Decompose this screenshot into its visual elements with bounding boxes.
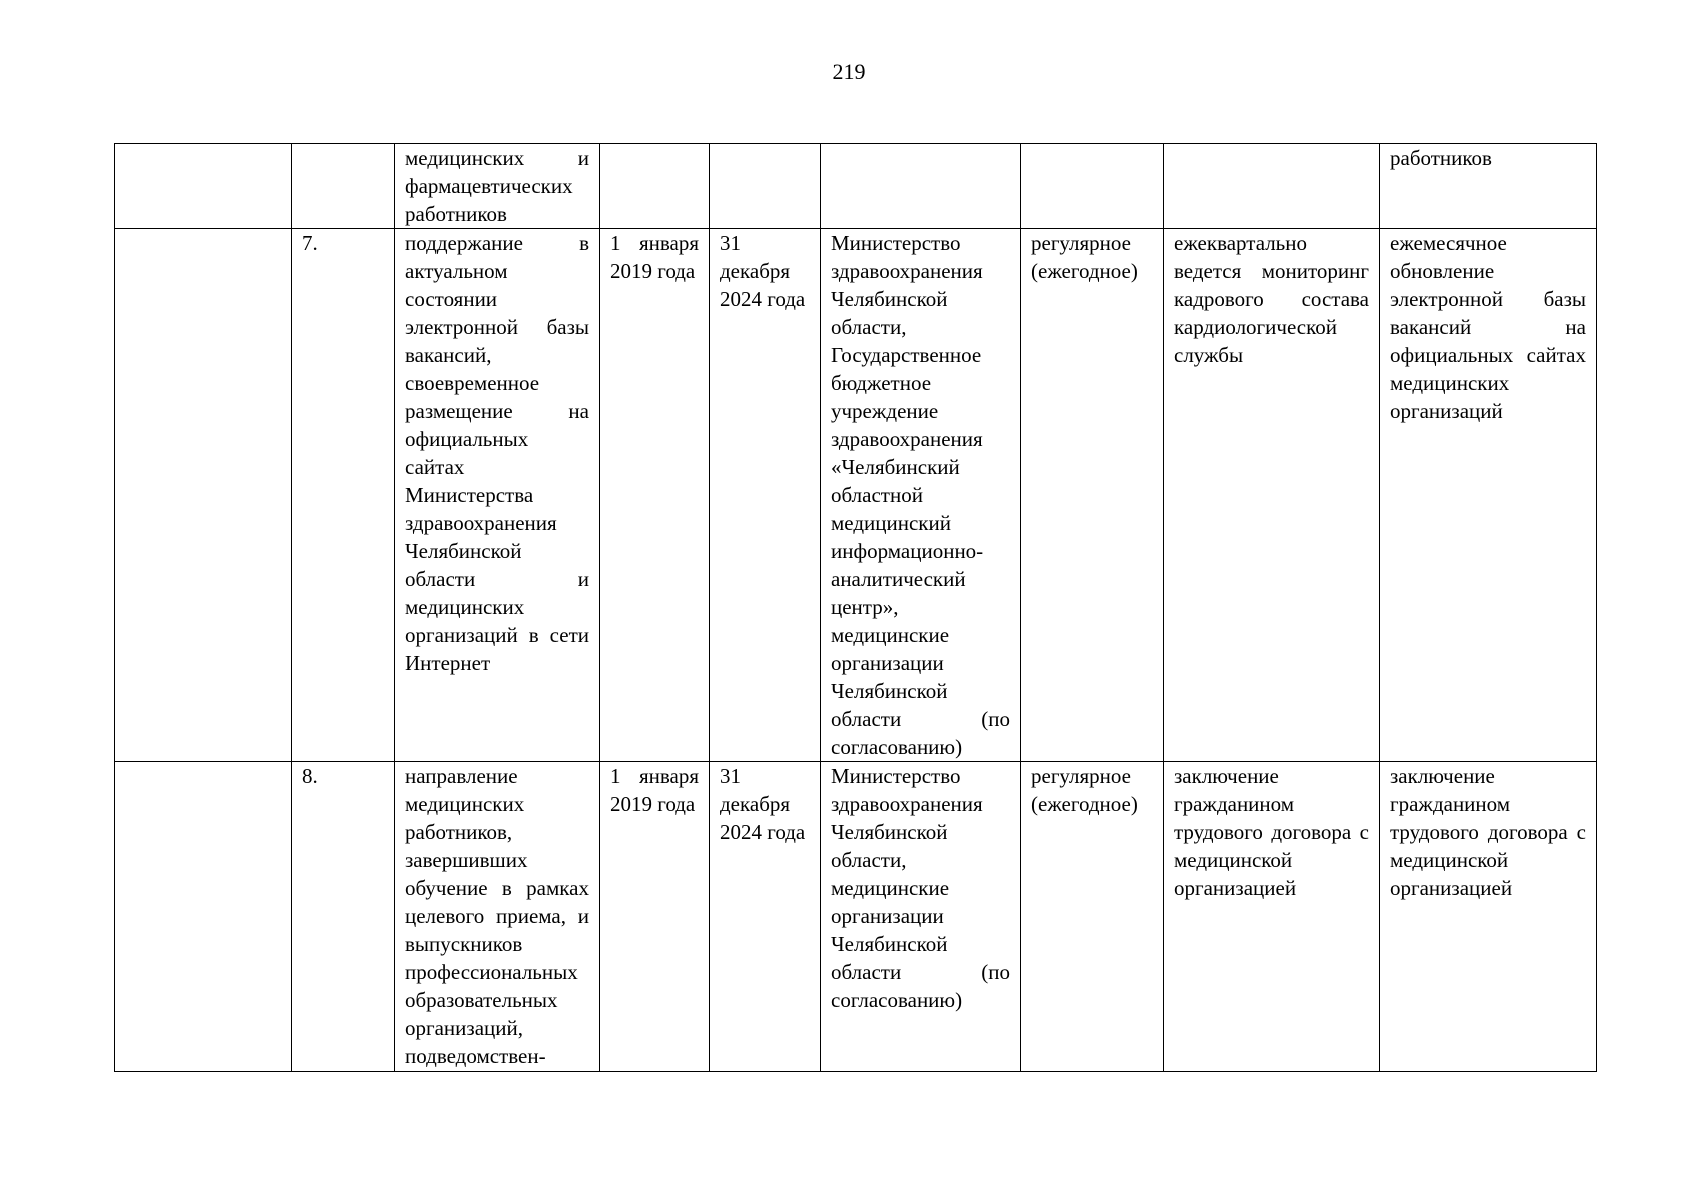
cell-start-date: 1 января 2019 года bbox=[600, 229, 710, 762]
cell-responsible: Министерство здравоохранения Челябинской области, Государственное бюджетное учреждение здравоохранения «Челябинский областной медицинский информационно-аналитический центр», медицинские организации Челябинской области (по согласованию) bbox=[821, 229, 1021, 762]
cell-control: ежеквартально ведется мониторинг кадрового состава кардиологической службы bbox=[1164, 229, 1380, 762]
cell-responsible: Министерство здравоохранения Челябинской области, медицинские организации Челябинской области (по согласованию) bbox=[821, 762, 1021, 1072]
cell-start-date: 1 января 2019 года bbox=[600, 762, 710, 1072]
cell-number: 7. bbox=[292, 229, 395, 762]
cell-periodicity bbox=[1021, 144, 1164, 229]
cell-end-date: 31 декабря 2024 года bbox=[710, 762, 821, 1072]
cell-activity: направление медицинских работников, завершивших обучение в рамках целевого приема, и выпускников профессиональных образовательных организаций, подведомствен- bbox=[395, 762, 600, 1072]
cell-periodicity: регулярное (ежегодное) bbox=[1021, 762, 1164, 1072]
table-row bbox=[115, 762, 1597, 1072]
page-number: 219 bbox=[832, 59, 866, 84]
cell-periodicity: регулярное (ежегодное) bbox=[1021, 229, 1164, 762]
cell-number bbox=[292, 144, 395, 229]
cell-result: ежемесячное обновление электронной базы вакансий на официальных сайтах медицинских организаций bbox=[1380, 229, 1597, 762]
cell-end-date: 31 декабря 2024 года bbox=[710, 229, 821, 762]
cell-result: заключение гражданином трудового договора с медицинской организацией bbox=[1380, 762, 1597, 1072]
table-row bbox=[115, 229, 1597, 762]
cell-start-date bbox=[600, 144, 710, 229]
cell-control: заключение гражданином трудового договора с медицинской организацией bbox=[1164, 762, 1380, 1072]
cell-responsible bbox=[821, 144, 1021, 229]
cell-control bbox=[1164, 144, 1380, 229]
cell-blank bbox=[115, 229, 292, 762]
cell-blank bbox=[115, 144, 292, 229]
measures-table bbox=[114, 143, 1597, 1072]
cell-activity: поддержание в актуальном состоянии электронной базы вакансий, своевременное размещение на официальных сайтах Министерства здравоохранения Челябинской области и медицинских организаций в сети Интернет bbox=[395, 229, 600, 762]
table-row bbox=[115, 144, 1597, 229]
cell-number: 8. bbox=[292, 762, 395, 1072]
cell-blank bbox=[115, 762, 292, 1072]
cell-end-date bbox=[710, 144, 821, 229]
cell-activity: медицинских и фармацевтических работников bbox=[395, 144, 600, 229]
cell-result: работников bbox=[1380, 144, 1597, 229]
